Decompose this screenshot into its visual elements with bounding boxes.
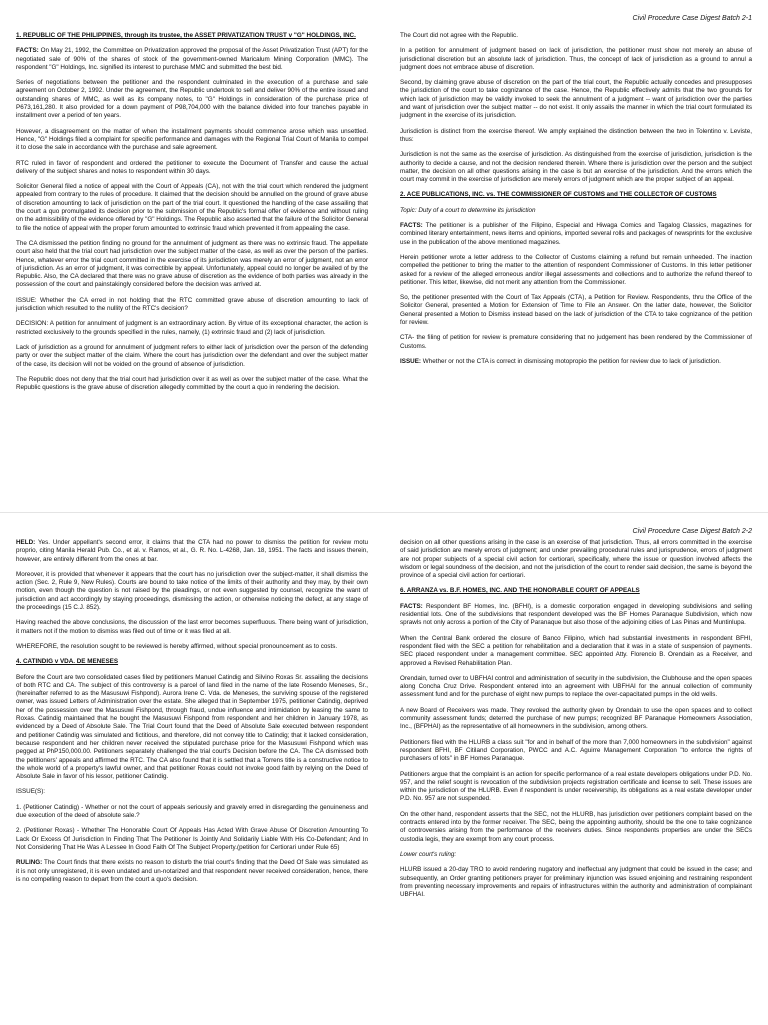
paragraph: So, the petitioner presented with the Court of Tax Appeals (CTA), a Petition for Review. Respondents, thru the Office of the Solicitor General, presented a Motion for Extension of Time to File an Answer. On the latter date, however, the Solicitor General presented a Motion to Dismiss instead based on the lack of jurisdiction of the CTA to take cognizance of the petition for review. xyxy=(400,294,752,327)
paragraph: Having reached the above conclusions, the discussion of the last error becomes superfluous. There being want of jurisdiction, it matters not if the motion to dismiss was filed out of time or it was filed at all. xyxy=(16,619,368,635)
right-column xyxy=(400,539,752,906)
paragraph: Series of negotiations between the petitioner and the respondent culminated in the execution of a purchase and sale agreement on October 2, 1992. Under the agreement, the Republic undertook to sell and deliver 90% of the entire issued and outstanding shares of MMC, as well as its company notes, to "G" Holdings in consideration of the purchase price of P673,161,280. It also provided for a down payment of P98,704,000 with the balance divided into four tranches payable in installment over a period of ten years. xyxy=(16,79,368,120)
paragraph-label: FACTS: xyxy=(400,602,423,610)
paragraph: The Court did not agree with the Republic. xyxy=(400,32,518,39)
paragraph: Jurisdiction is distinct from the exercise thereof. We amply explained the distinction between the two in Tolentino v. Leviste, thus: xyxy=(400,127,752,143)
paragraph: Petitioners argue that the complaint is an action for specific performance of a real estate developers obligations under P.D. No. 957, and the relief sought is revocation of the subdivision projects registration certificate and license to sell. These issues are within the jurisdiction of the HLURB. Even if respondent is under receivership, its obligations as a real estate developer under P.D. No. 957 are not suspended. xyxy=(400,770,753,803)
paragraph: DECISION: A petition for annulment of judgment is an extraordinary action. By virtue of its exceptional character, the action is restricted exclusively to the grounds specified in the rules, namely, (1) extrinsic fraud and (2) lack of jurisdiction. xyxy=(16,320,368,336)
paragraph-text: Whether or not the CTA is correct in dismissing motopropio the petition for review due to lack of jurisdiction. xyxy=(422,357,721,365)
case-title: 1. REPUBLIC OF THE PHILIPPINES, through its trustee, the ASSET PRIVATIZATION TRUST v "G" HOLDINGS, INC. xyxy=(16,32,356,39)
paragraph-text: On May 21, 1992, the Committee on Privatization approved the proposal of the Asset Privatization Trust (APT) for the negotiated sale of 90% of the shares of stock of the government-owned Maricalum Mining Corporation (MMC). The respondent "G" Holdings, Inc. signified its interest to purchase MMC and submitted the best bid. xyxy=(16,47,369,71)
case-title: 4. CATINDIG v VDA. DE MENESES xyxy=(16,658,119,666)
topic-line: Topic: Duty of a court to determine its jurisdiction xyxy=(400,206,536,214)
case-title: 2. ACE PUBLICATIONS, INC. vs. THE COMMISSIONER OF CUSTOMS and THE COLLECTOR OF CUSTOMS xyxy=(400,191,717,199)
paragraph: On the other hand, respondent asserts that the SEC, not the HLURB, has jurisdiction over petitioners complaint based on the contracts entered into by the former receiver. The SEC, being the appointing authority, should be the one to take cognizance of controversies arising from the performance of the receivers duties. Since respondents properties are under the SECs custodia legis, they are exempt from any court process. xyxy=(400,810,752,843)
paragraph: ISSUE: Whether the CA erred in not holding that the RTC committed grave abuse of discretion amounting to lack of jurisdiction which resulted to the nullity of the RTC's decision? xyxy=(16,296,368,313)
paragraph: CTA- the filing of petition for review is premature considering that no judgement has been rendered by the Commissioner of Customs. xyxy=(400,334,752,350)
document-page-2 xyxy=(0,512,768,1025)
paragraph: RTC ruled in favor of respondent and ordered the petitioner to execute the Document of Transfer and cause the actual delivery of the subject shares and notes to respondent within 30 days. xyxy=(16,159,368,175)
paragraph: The CA dismissed the petition finding no ground for the annulment of judgment as there was no extrinsic fraud. The appellate court also held that the trial court had jurisdiction over the subject matter of the case, as well as over the person of the parties. Hence, whatever error the trial court committed in the exercise of its jurisdiction was merely an error of judgment, not an error of jurisdiction. As an error of judgment, it was correctible by appeal. Unfortunately, appeal could no longer be availed of by the Republic. Also, the CA declared that there was no grave abuse of discretion as the evidence of both parties was already in the possession of the court and painstakingly considered before the decision was arrived at. xyxy=(16,239,368,289)
paragraph: In a petition for annulment of judgment based on lack of jurisdiction, the petitioner must show not merely an abuse of jurisdictional discretion but an absolute lack of jurisdiction. Thus, the concept of lack of jurisdiction as a ground to annul a judgment does not embrace abuse of discretion. xyxy=(400,47,752,71)
paragraph-text: The petitioner is a publisher of the Filipino, Especial and Hiwaga Comics and Tagalog Classics, magazines for combined literary entertainment, news items and opinions, imported several rolls and packages of newsprints for the exclusive use in the publication of the above mentioned magazines. xyxy=(400,222,752,246)
paragraph: WHEREFORE, the resolution sought to be reviewed is hereby affirmed, without special pronouncement as to costs. xyxy=(16,642,338,650)
paragraph: The Republic does not deny that the trial court had jurisdiction over it as well as over the subject matter of the case. What the Republic questions is the grave abuse of discretion allegedly committed by the court a quo in rendering the decision. xyxy=(16,375,368,392)
paragraph: Before the Court are two consolidated cases filed by petitioners Manuel Catindig and Silvino Roxas Sr. assailing the decisions of both RTC and CA. The subject of this controversy is a parcel of land filed in the name of the late Rosendo Meneses, Sr., (hereinafter referred to as the Masusuwi Fishpond). Aurora Irene C. Vda. de Meneses, the surviving spouse of the registered owner, was issued Letters of Administration over the estate. She alleged that in September 1975, petitioner Catindig, deprived her of the possession over the Masusuwi Fishpond, through fraud, undue influence and intimidation by leasing the same to Roxas. Catindig maintained that he bought the Masusuwi Fishpond from respondent and her children in January 1978, as evidenced by a Deed of Absolute Sale. The Trial Court found that the Deed of Absolute Sale executed between respondent and petitioner Catindig was simulated and fictitious, and therefore, did not convey title to Catindig; that it lacked consideration, because respondent and her children never received the stipulated purchase price for the Masusuwi Fishpond which was pegged at PhP150,000.00. Petitioners separately challenged the trial court's Decision before the CA. The CA dismissed both the petitioners' appeals and affirmed the RTC. The CA also found that it is settled that a Torrens title is a constructive notice to the whole world of a property's lawful owner, and that petitioner Roxas could not invoke good faith by relying on the Deed of Absolute Sale in favor of his lessor, petitioner Catindig. xyxy=(16,673,368,781)
paragraph: Jurisdiction is not the same as the exercise of jurisdiction. As distinguished from the exercise of jurisdiction, jurisdiction is the authority to decide a cause, and not the decision rendered therein. Where there is jurisdiction over the person and the subject matter, the decision on all other questions arising in the case is but an exercise of the jurisdiction. And the errors which the court may commit in the exercise of jurisdiction are merely errors of judgment which are the proper subject of an appeal. xyxy=(400,151,752,184)
paragraph: However, a disagreement on the matter of when the installment payments should commence arose which was unsettled. Hence, "G" Holdings filed a complaint for specific performance and damages with the Regional Trial Court of Manila to compel it to close the sale in accordance with the purchase and sale agreement. xyxy=(16,127,368,152)
paragraph-label: ISSUE: xyxy=(400,357,421,365)
topic-line: Lower court's ruling: xyxy=(400,850,457,858)
paragraph: Solicitor General filed a notice of appeal with the Court of Appeals (CA), not with the trial court which rendered the judgment appealed from contrary to the rules of procedure. It claimed that the decision should be annulled on the ground of grave abuse of discretion amounting to lack of jurisdiction on the part of the trial court. It questioned the handling of the case assailing that the court a quo promulgated its decision prior to the submission of the Republic's formal offer of evidence and without ruling on the admissibility of the evidence offered by "G" Holdings. The Republic also asserted that the failure of the Solicitor General to file the notice of appeal with the proper forum amounted to extrinsic fraud which prevented it from appealing the case. xyxy=(16,183,368,232)
paragraph-text: Yes. Under appellant's second error, it claims that the CTA had no power to dismiss the petition for review motu proprio, citing Manila Herald Pub. Co., et al. v. Ramos, et al., G. R. No. L-4268, Jan. 18, 1951. The facts and issues therein, however, are entirely different from the ones at bar. xyxy=(16,539,368,563)
paragraph: Moreover, it is provided that whenever it appears that the court has no jurisdiction over the subject-matter, it shall dismiss the action (Sec. 2, Rule 9, New Rules). Courts are bound to take notice of the limits of their authority and they may, by their own motion, even though the question is not raised by the pleadings, or not even suggested by counsel, recognize the want of jurisdiction and act accordingly by staying proceedings, dismissing the action, or otherwise noticing the defect, at any stage of the proceedings (15 C.J. 852). xyxy=(16,570,368,612)
paragraph: HLURB issued a 20-day TRO to avoid rendering nugatory and ineffectual any judgment that could be issued in the case; and subsequently, an Order granting petitioners prayer for preliminary injunction was issued enjoining and restraining respondent from preventing necessary improvements and repairs of infrastructures within the authority and administration of complainant UBFHAI. xyxy=(400,866,752,899)
paragraph: A new Board of Receivers was made. They revoked the authority given by Orendain to use the open spaces and to collect community assessment funds; deterred the purchase of new pumps; recognized BF Paranaque Homeowners Association, Inc., (BFPHAI) as the representative of all homeowners in the subdivision, among others. xyxy=(400,706,752,731)
labeled-paragraph xyxy=(400,603,752,628)
paragraph-text: The Court finds that there exists no reason to disturb the trial court's finding that the Deed Of Sale was simulated as it is not only unregistered, it is even undated and un-notarized and that respondent never received consideration, hence, there is no compelling reason to depart from the court a quo's decision. xyxy=(16,859,369,883)
labeled-paragraph xyxy=(400,222,752,247)
right-column xyxy=(400,32,752,373)
labeled-paragraph xyxy=(16,47,368,72)
paragraph: decision on all other questions arising in the case is an exercise of that jurisdiction. Thus, all errors committed in the exercise of said jurisdiction are merely errors of judgment; and under prevailing procedural rules and jurisprudence, errors of judgment are not proper subjects of a special civil action for certiorari, specifically, where the issue or question involved affects the wisdom or legal soundness of the decision, and not the jurisdiction of the court to render said decision, the same is beyond the province of a special civil action for certiorari. xyxy=(400,539,752,580)
paragraph: Second, by claiming grave abuse of discretion on the part of the trial court, the Republic actually concedes and presupposes the jurisdiction of the court to take cognizance of the case. Hence, the Republic effectively admits that the two grounds for which lack of jurisdiction may be validly invoked to seek the annulment of a judgment -- want of jurisdiction over the parties and want of jurisdiction over the subject matter -- do not exist. It only assails the manner in which the trial court formulated its judgment in the exercise of its jurisdiction. xyxy=(400,79,752,120)
case-title: 6. ARRANZA vs. B.F. HOMES, INC. AND THE HONORABLE COURT OF APPEALS xyxy=(400,587,640,595)
labeled-paragraph xyxy=(400,358,752,366)
paragraph: 2. (Petitioner Roxas) - Whether The Honorable Court Of Appeals Has Acted With Grave Abuse Of Discretion Amounting To Lack Or Excess Of Jurisdiction In Finding That The Petitioner Is Jointly And Solidarily Liable With His Co-Defendant; And In Not Considering That He Was A Lessee In Good Faith Of The Subject Property.(petition for Certiorari under Rule 65) xyxy=(16,827,368,851)
paragraph-label: FACTS: xyxy=(16,47,39,55)
paragraph-label: FACTS: xyxy=(400,222,423,230)
labeled-paragraph xyxy=(16,539,368,564)
paragraph: ISSUE(S): xyxy=(16,788,46,796)
paragraph: 1. (Petitioner Catindig) - Whether or not the court of appeals seriously and gravely erred in disregarding the genuineness and due execution of the deed of absolute sale.? xyxy=(16,803,368,820)
document-page-1 xyxy=(0,0,768,512)
paragraph: Petitioners filed with the HLURB a class suit "for and in behalf of the more than 7,000 homeowners in the subdivision" against respondent BFHI, BF Citiland Corporation, PWCC and A.C. Aguirre Management Corporation "to enforce the rights of purchasers of lots" in BF Homes Paranaque. xyxy=(400,738,752,763)
paragraph: Orendain, turned over to UBFHAI control and administration of security in the subdivision, the Clubhouse and the open spaces along Concha Cruz Drive. Respondent entered into an agreement with UBFHAI for the annual collection of community assessment fund and for the purchase of eight new pumps to replace the over-capacitated pumps in the old wells. xyxy=(400,674,752,699)
page-header: Civil Procedure Case Digest Batch 2-1 xyxy=(632,15,752,22)
labeled-paragraph xyxy=(16,859,368,884)
page-header: Civil Procedure Case Digest Batch 2-2 xyxy=(632,528,752,535)
paragraph: Lack of jurisdiction as a ground for annulment of judgment refers to either lack of jurisdiction over the person of the defending party or over the subject matter of the claim. Where the court has jurisdiction over the defendant and over the subject matter of the case, its decision will not be voided on the ground of absence of jurisdiction. xyxy=(16,343,368,368)
paragraph-label: RULING: xyxy=(16,859,43,867)
left-column xyxy=(16,32,368,399)
paragraph: When the Central Bank ordered the closure of Banco Filipino, which had substantial investments in respondent BFHI, respondent filed with the SEC a petition for rehabilitation and a declaration that it was in a state of suspension of payments. SEC placed respondent under a management committee. SEC appointed Atty. Florencio B. Orendain as a Receiver, and approved a Revised Rehabilitation Plan. xyxy=(400,634,752,667)
left-column xyxy=(16,539,368,891)
paragraph-label: HELD: xyxy=(16,539,36,546)
paragraph-text: Respondent BF Homes, Inc. (BFHI), is a domestic corporation engaged in developing subdivisions and selling residential lots. One of the subdivisions that respondent developed was the BF Homes Paranaque Subdivision, which now sprawls not only across a portion of the City of Paranaque but also those of the adjoining cities of Las Pinas and Muntinlupa. xyxy=(400,602,753,627)
paragraph: Herein petitioner wrote a letter address to the Collector of Customs claiming a refund but remain unheeded. The inaction compelled the petitioner to bring the matter to the attention of respondent Commissioner of Customs. In this letter petitioner asked for a review of the alleged erroneous and/or illegal assessments and collections and to authorize the refund thereof to petitioner. This letter, likewise, did not merit any attention from the Commissioner. xyxy=(400,253,752,286)
